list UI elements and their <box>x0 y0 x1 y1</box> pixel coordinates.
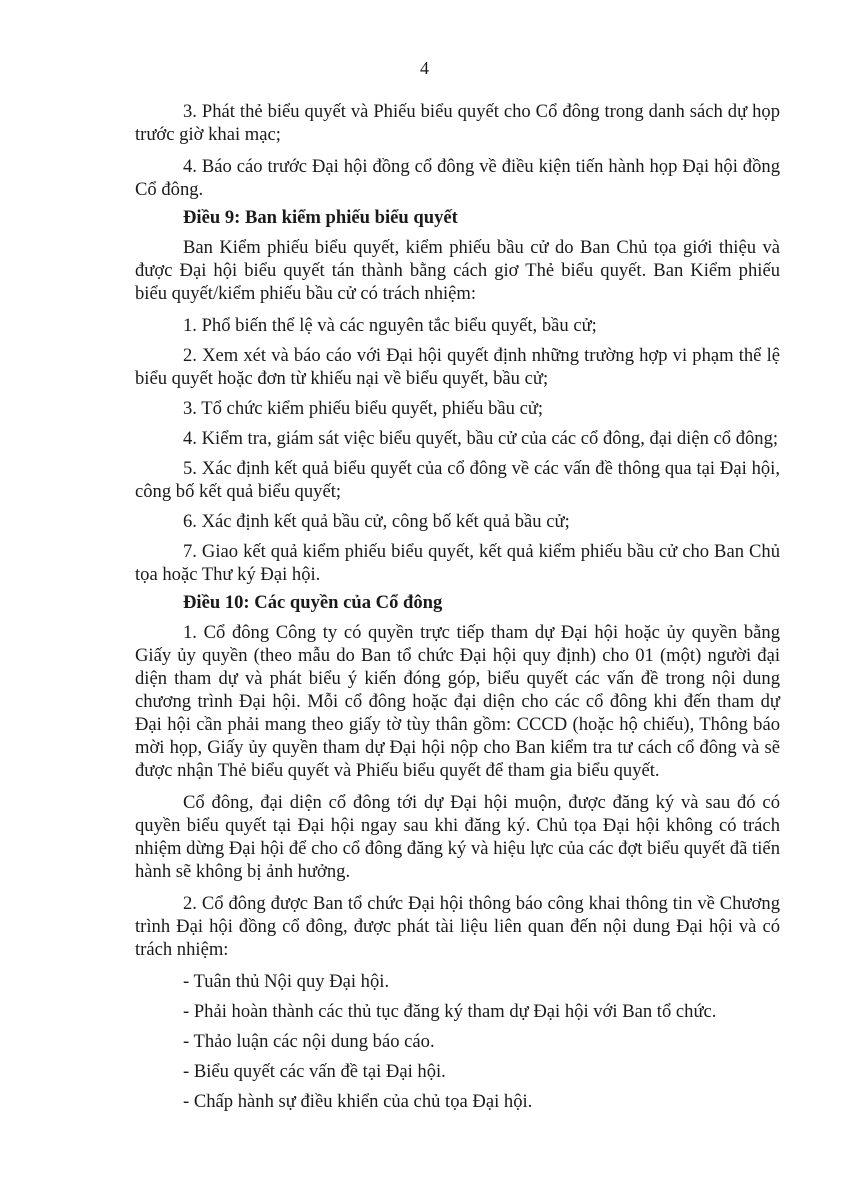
article-10-duty: - Chấp hành sự điều khiển của chủ tọa Đại hội. <box>183 1091 533 1112</box>
article-9-item: 3. Tổ chức kiểm phiếu biểu quyết, phiếu bầu cử; <box>183 398 544 419</box>
article-9-item: 7. Giao kết quả kiểm phiếu biểu quyết, kết quả kiểm phiếu bầu cử cho Ban Chủ tọa hoặc Thư ký Đại hội. <box>135 541 780 585</box>
article-9-intro: Ban Kiểm phiếu biểu quyết, kiểm phiếu bầu cử do Ban Chủ tọa giới thiệu và được Đại hội biểu quyết tán thành bằng cách giơ Thẻ biểu quyết. Ban Kiểm phiếu biểu quyết/kiểm phiếu bầu cử có trách nhiệm: <box>135 237 780 304</box>
paragraph-item-3: 3. Phát thẻ biểu quyết và Phiếu biểu quyết cho Cổ đông trong danh sách dự họp trước giờ khai mạc; <box>135 101 780 145</box>
article-10-heading: Điều 10: Các quyền của Cổ đông <box>183 592 443 613</box>
article-9-item: 5. Xác định kết quả biểu quyết của cổ đông về các vấn đề thông qua tại Đại hội, công bố kết quả biểu quyết; <box>135 458 780 502</box>
article-10-duty: - Thảo luận các nội dung báo cáo. <box>183 1031 435 1052</box>
article-10-duty: - Tuân thủ Nội quy Đại hội. <box>183 971 390 992</box>
article-10-duty: - Phải hoàn thành các thủ tục đăng ký tham dự Đại hội với Ban tổ chức. <box>183 1001 717 1022</box>
article-9-item: 4. Kiểm tra, giám sát việc biểu quyết, bầu cử của các cổ đông, đại diện cổ đông; <box>183 428 779 449</box>
article-9-item: 1. Phổ biến thể lệ và các nguyên tắc biểu quyết, bầu cử; <box>183 315 597 336</box>
article-9-item: 2. Xem xét và báo cáo với Đại hội quyết định những trường hợp vi phạm thể lệ biểu quyết hoặc đơn từ khiếu nại về biểu quyết, bầu cử; <box>135 345 780 389</box>
article-9-item: 6. Xác định kết quả bầu cử, công bố kết quả bầu cử; <box>183 511 570 532</box>
document-body <box>135 100 780 1120</box>
article-10-para-3: 2. Cổ đông được Ban tổ chức Đại hội thông báo công khai thông tin về Chương trình Đại hội đồng cổ đông, được phát tài liệu liên quan đến nội dung Đại hội và có trách nhiệm: <box>135 893 780 960</box>
article-10-para-1: 1. Cổ đông Công ty có quyền trực tiếp tham dự Đại hội hoặc ủy quyền bằng Giấy ủy quyền (theo mẫu do Ban tổ chức Đại hội quy định) cho 01 (một) người đại diện tham dự và phát biểu ý kiến đóng góp, biểu quyết các vấn đề trong nội dung chương trình Đại hội. Mỗi cổ đông hoặc đại diện cho các cổ đông khi đến tham dự Đại hội cần phải mang theo giấy tờ tùy thân gồm: CCCD (hoặc hộ chiếu), Thông báo mời họp, Giấy ủy quyền tham dự Đại hội nộp cho Ban kiểm tra tư cách cổ đông và sẽ được nhận Thẻ biểu quyết và Phiếu biểu quyết để tham gia biểu quyết. <box>135 622 780 781</box>
article-10-para-2: Cổ đông, đại diện cổ đông tới dự Đại hội muộn, được đăng ký và sau đó có quyền biểu quyết tại Đại hội ngay sau khi đăng ký. Chủ tọa Đại hội không có trách nhiệm dừng Đại hội để cho cổ đông đăng ký và hiệu lực của các đợt biểu quyết đã tiến hành sẽ không bị ảnh hưởng. <box>135 792 780 882</box>
paragraph-item-4: 4. Báo cáo trước Đại hội đồng cổ đông về điều kiện tiến hành họp Đại hội đồng Cổ đông. <box>135 156 780 200</box>
article-9-heading: Điều 9: Ban kiểm phiếu biểu quyết <box>183 207 458 228</box>
page-number: 4 <box>420 58 429 78</box>
article-10-duty: - Biểu quyết các vấn đề tại Đại hội. <box>183 1061 446 1082</box>
